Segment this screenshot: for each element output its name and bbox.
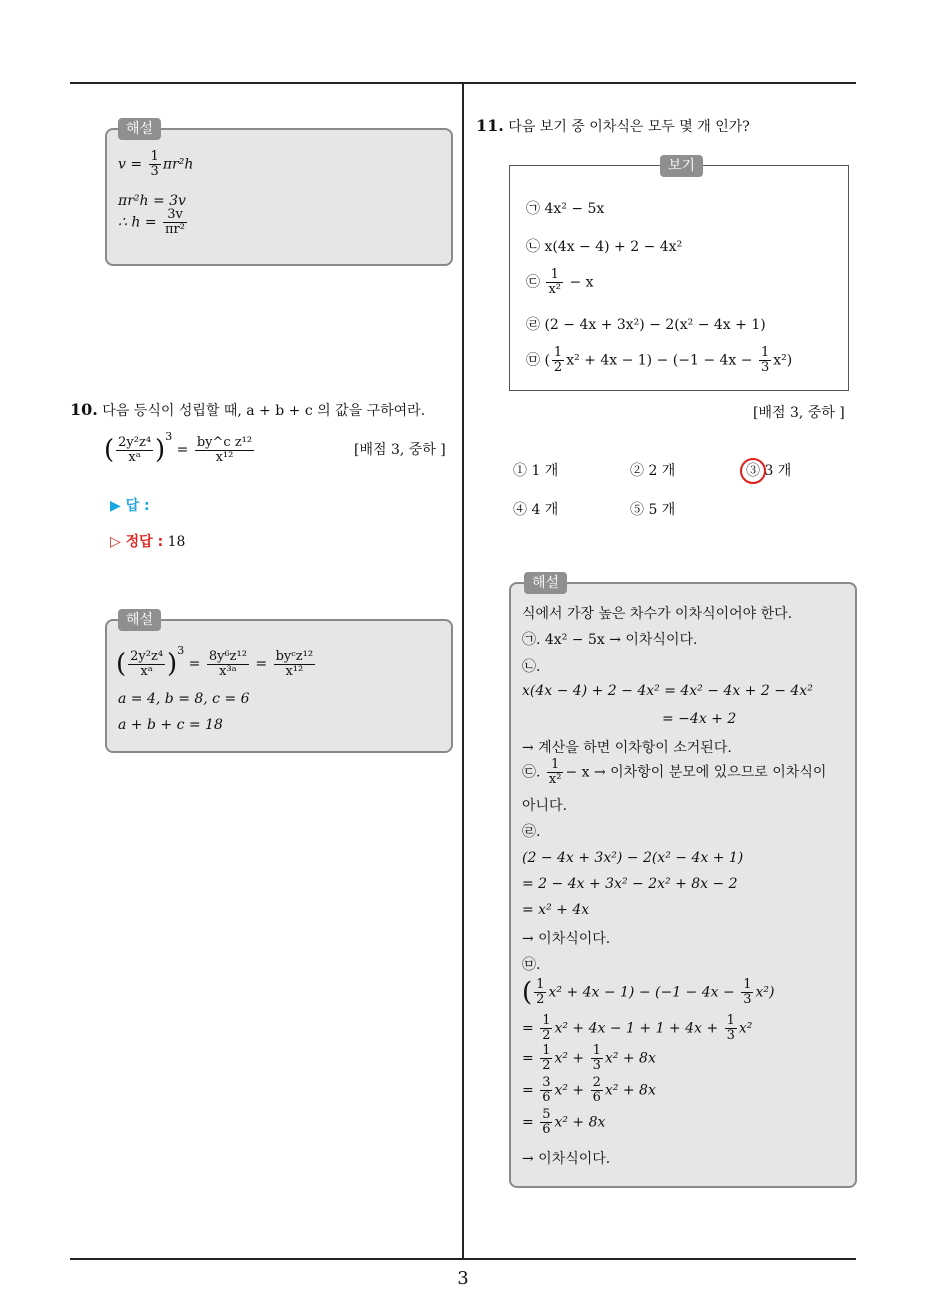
column-divider (462, 84, 464, 1259)
explanation-tag-3: 해설 (524, 572, 567, 594)
box2-line-3: a + b + c = 18 (118, 717, 223, 733)
box3-line-20: → 이차식이다. (522, 1151, 611, 1167)
box1-line-3: ∴ h = $\frac{3v}{\text{πr²}}$ (118, 207, 185, 237)
box3-line-17: = $\frac{1}{2}$ x² + $\frac{1}{3}$ x² + 8x (522, 1043, 656, 1073)
box3-line-7: ㉢. $\frac{1}{\text{x²}}$ − x → 이차항이 분모에 있으므로 이차식이 (522, 757, 827, 787)
box2-line-1: ( $\frac{\text{2y²z⁴}}{\text{xᵃ}}$ )$^3$ = $\frac{\text{8y⁶z¹²}}{\text{x³ᵃ}}$ = $\frac{\text{byᶜz¹²}}{\text{x¹²}}$ (116, 644, 314, 679)
choice-5[interactable]: ⑤ 5 개 (630, 502, 676, 518)
choice-4[interactable]: ④ 4 개 (513, 502, 559, 518)
box3-line-14: ㉤. (522, 957, 541, 973)
box3-line-3: ㉡. (522, 659, 541, 675)
bogi-item-4: ㉣ (2 − 4x + 3x²) − 2(x² − 4x + 1) (526, 317, 766, 333)
box3-line-5: = −4x + 2 (662, 711, 737, 727)
bogi-item-3: ㉢ $\frac{1}{\text{x²}}$ − x (526, 267, 594, 297)
q10-answer-label: ▶ 답 : (110, 498, 150, 514)
box3-line-16: = $\frac{1}{2}$ x² + 4x − 1 + 1 + 4x + $\frac{1}{3}$ x² (522, 1013, 753, 1043)
box3-line-6: → 계산을 하면 이차항이 소거된다. (522, 740, 732, 756)
box3-line-19: = $\frac{5}{6}$ x² + 8x (522, 1107, 606, 1137)
box3-line-8: 아니다. (522, 798, 568, 814)
box1-line-2: πr²h = 3v (118, 193, 186, 209)
box1-line-1: v = $\frac{1}{3}$ πr²h (118, 149, 194, 179)
box3-line-10: (2 − 4x + 3x²) − 2(x² − 4x + 1) (522, 850, 744, 866)
q11-score: [배점 3, 중하 ] (753, 405, 845, 421)
box3-line-13: → 이차식이다. (522, 931, 611, 947)
box3-line-9: ㉣. (522, 824, 541, 840)
box3-line-12: = x² + 4x (522, 902, 590, 918)
choice-2[interactable]: ② 2 개 (630, 463, 676, 479)
q10-score: [배점 3, 중하 ] (354, 442, 446, 458)
bogi-item-2: ㉡ x(4x − 4) + 2 − 4x² (526, 239, 683, 255)
choice-1[interactable]: ① 1 개 (513, 463, 559, 479)
box3-line-1: 식에서 가장 높은 차수가 이차식이어야 한다. (522, 606, 793, 622)
explanation-tag-1: 해설 (118, 118, 161, 140)
box3-line-2: ㉠. 4x² − 5x → 이차식이다. (522, 632, 698, 648)
bottom-rule (70, 1258, 856, 1260)
bogi-item-5: ㉤ ( $\frac{1}{2}$ x² + 4x − 1) − (−1 − 4x − $\frac{1}{3}$ x²) (526, 345, 793, 375)
box3-line-15: ( $\frac{1}{2}$ x² + 4x − 1) − (−1 − 4x − $\frac{1}{3}$ x²) (522, 977, 775, 1008)
box2-line-2: a = 4, b = 8, c = 6 (118, 691, 250, 707)
q11-title: 11. 다음 보기 중 이차식은 모두 몇 개 인가? (476, 116, 750, 135)
box3-line-11: = 2 − 4x + 3x² − 2x² + 8x − 2 (522, 876, 738, 892)
box3-line-4: x(4x − 4) + 2 − 4x² = 4x² − 4x + 2 − 4x² (522, 683, 813, 699)
q10-title: 10. 다음 등식이 성립할 때, a + b + c 의 값을 구하여라. (70, 400, 426, 419)
explanation-tag-2: 해설 (118, 609, 161, 631)
box3-line-18: = $\frac{3}{6}$ x² + $\frac{2}{6}$ x² + 8x (522, 1075, 656, 1105)
bogi-item-1: ㉠ 4x² − 5x (526, 201, 605, 217)
choice-3[interactable]: ③ 3 개 (746, 463, 792, 479)
page-number: 3 (457, 1268, 469, 1289)
q10-equation: ( $\frac{\text{2y²z⁴}}{\text{xᵃ}}$ )$^3$ = $\frac{\text{by\textasciicircum{}c z¹²}}{\text{x¹²}}$ (104, 430, 253, 465)
bogi-tag: 보기 (660, 155, 703, 177)
q10-correct: ▷ 정답 : 18 (110, 534, 186, 550)
